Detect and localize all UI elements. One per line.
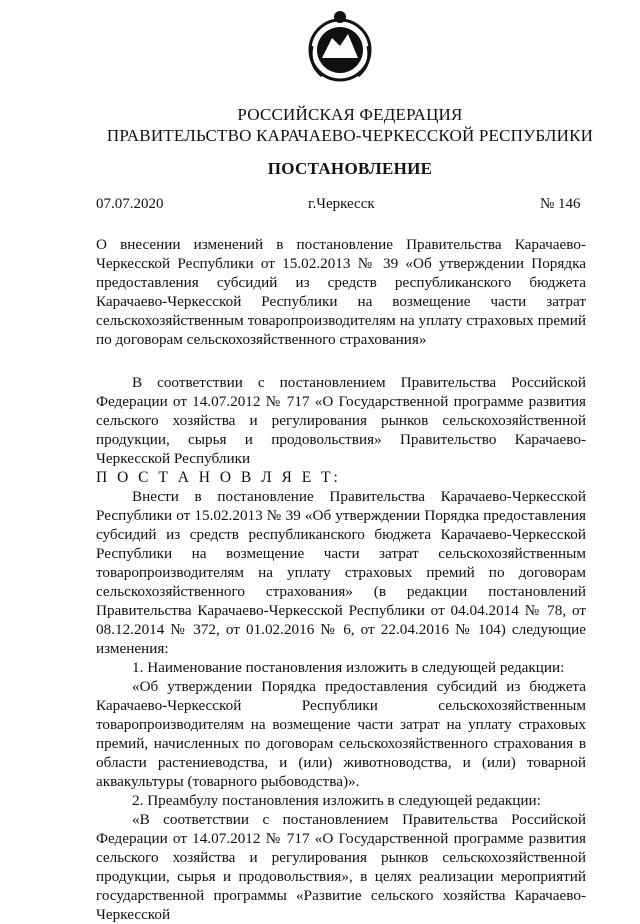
coat-of-arms-emblem [300,8,380,88]
document-type-title: ПОСТАНОВЛЕНИЕ [267,159,433,178]
paragraph-amendments: Внести в постановление Правительства Карачаево-Черкесской Республики от 15.02.2013 № 39 «Об утверждении Порядка предоставления субсидий из средств республиканского бюджета Карачаево-Черкесской Республики на возмещение части затрат сельскохозяйственным товаропроизводителям на уплату страховых премий по договорам сельскохозяйственного страхования» (в редакции постановлений Правительства Карачаево-Черкесской Республики от 04.04.2014 № 78, от 08.12.2014 № 372, от 01.02.2016 № 6, от 22.04.2016 № 104) следующие изменения: [96,488,586,657]
preamble-paragraph: В соответствии с постановлением Правительства Российской Федерации от 14.07.2012 № 717 «О Государственной программе развития сельского хозяйства и регулирования рынков сельскохозяйственной продукции, сырья и продовольствия» Правительство Карачаево-Черкесской Республики [96,374,586,467]
decree-heading: П О С Т А Н О В Л Я Е Т: [96,469,341,486]
subject-text: О внесении изменений в постановление Правительства Карачаево-Черкесской Республики от 15.02.2013 № 39 «Об утверждении Порядка предоставления субсидий из средств республиканского бюджета Карачаево-Черкесской Республики на возмещение части затрат сельскохозяйственным товаропроизводителям на уплату страховых премий по договорам сельскохозяйственного страхования» [96,236,586,348]
document-subject [96,235,586,349]
government-heading: ПРАВИТЕЛЬСТВО КАРАЧАЕВО-ЧЕРКЕССКОЙ РЕСПУБЛИКИ [106,126,594,145]
paragraph-item-1: 1. Наименование постановления изложить в следующей редакции: [132,659,565,676]
document-number: № 146 [540,196,581,212]
country-heading: РОССИЙСКАЯ ФЕДЕРАЦИЯ [237,105,463,124]
paragraph-new-preamble: «В соответствии с постановлением Правительства Российской Федерации от 14.07.2012 № 717 «О Государственной программе развития сельского хозяйства и регулирования рынков сельскохозяйственной продукции, сырья и продовольствия», в целях реализации мероприятий государственной программы «Развитие сельского хозяйства Карачаево-Черкесской [96,811,586,923]
document-body [96,373,586,924]
document-city: г.Черкесск [308,196,375,212]
paragraph-item-2: 2. Преамбулу постановления изложить в следующей редакции: [132,792,541,809]
paragraph-new-title: «Об утверждении Порядка предоставления субсидий из бюджета Карачаево-Черкесской Республики сельскохозяйственным товаропроизводителям на возмещение части затрат на уплату страховых премий, начисленных по договорам сельскохозяйственного страхования в области растениеводства, и (или) животноводства, и (или) товарной аквакультуры (товарного рыбоводства)». [96,678,586,790]
document-date: 07.07.2020 [96,196,164,212]
